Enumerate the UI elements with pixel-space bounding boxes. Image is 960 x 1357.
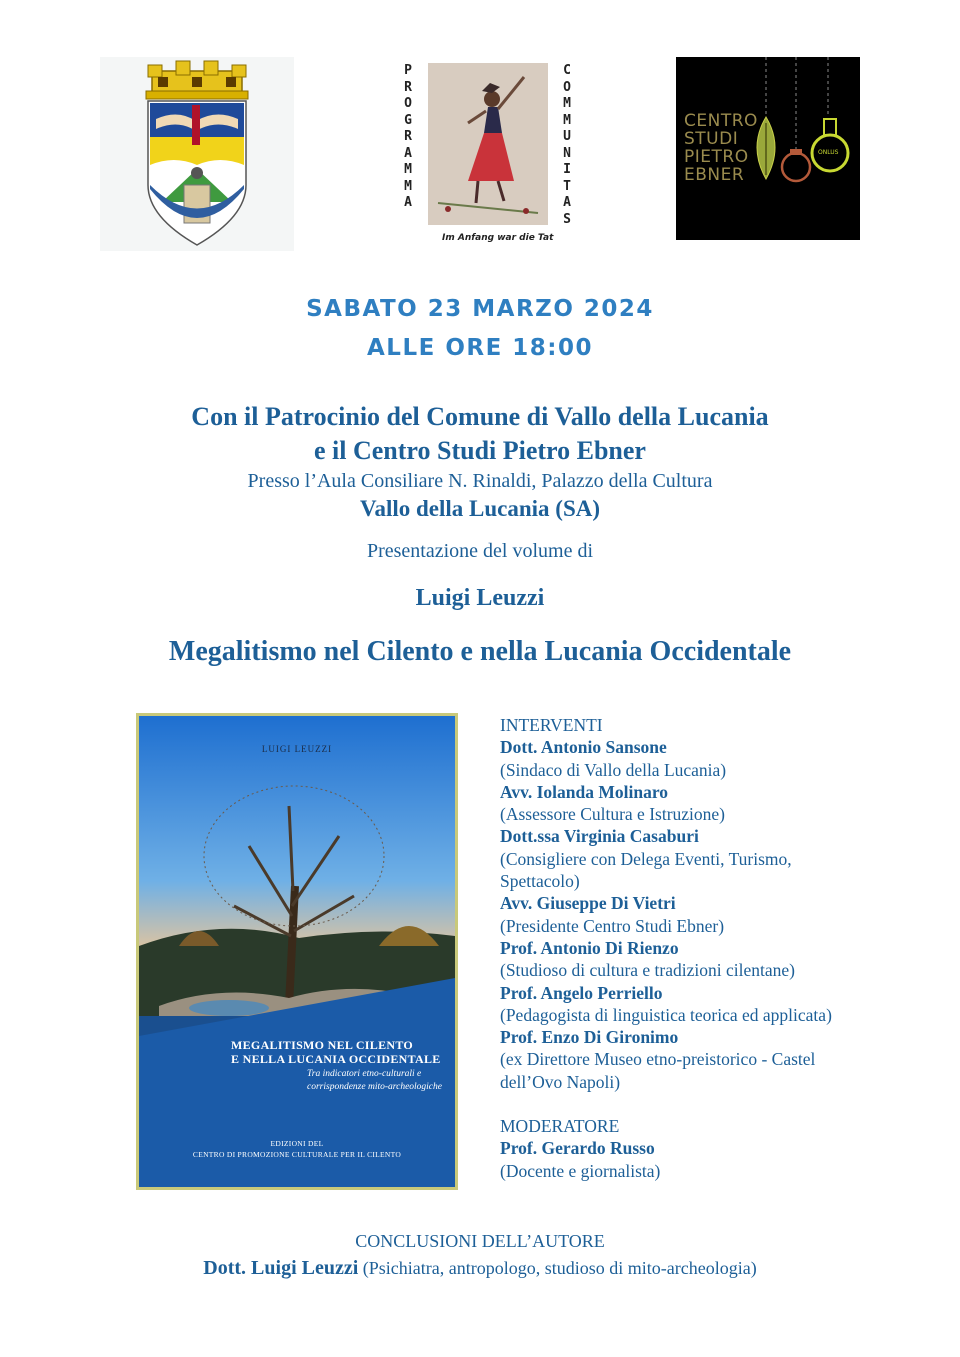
centro-studi-ebner-logo xyxy=(676,57,860,240)
conclusions-name: Dott. Luigi Leuzzi xyxy=(203,1257,359,1279)
communitas-vertical-text: C O M M U N I T A S xyxy=(563,63,571,227)
book-cover-subtitle: Tra indicatori etno-culturali e corrispondenze mito-archeologiche xyxy=(307,1069,442,1092)
interventi-heading: INTERVENTI xyxy=(500,715,603,735)
hanging-lamps-icon xyxy=(746,57,860,240)
author-name: Luigi Leuzzi xyxy=(415,585,545,611)
moderator-heading: MODERATORE xyxy=(500,1116,620,1137)
speaker-name: Avv. Iolanda Molinaro xyxy=(500,781,669,802)
moderator-name: Prof. Gerardo Russo xyxy=(500,1138,655,1159)
moderator-role: (Docente e giornalista) xyxy=(500,1160,661,1181)
book-cover-publisher: EDIZIONI DEL CENTRO DI PROMOZIONE CULTURALE PER IL CILENTO xyxy=(192,1139,402,1159)
programma-caption: Im Anfang war die Tat xyxy=(442,233,554,243)
event-date: SABATO 23 MARZO 2024 xyxy=(306,296,654,322)
comune-coat-of-arms-logo xyxy=(100,57,294,251)
book-title: Megalitismo nel Cilento e nella Lucania Occidentale xyxy=(168,636,792,667)
conclusions-description: (Psichiatra, antropologo, studioso di mito-archeologia) xyxy=(362,1258,757,1278)
speaker-name: Dott. Antonio Sansone xyxy=(500,737,667,758)
book-cover-title: MEGALITISMO NEL CILENTO E NELLA LUCANIA OCCIDENTALE xyxy=(231,1038,441,1066)
speaker-name: Prof. Antonio Di Rienzo xyxy=(500,937,679,958)
venue: Presso l’Aula Consiliare N. Rinaldi, Palazzo della Cultura xyxy=(247,470,713,492)
book-cover-art xyxy=(139,716,455,1187)
speaker-role: (Sindaco di Vallo della Lucania) xyxy=(500,759,727,780)
patronage-line-1: Con il Patrocinio del Comune di Vallo della Lucania xyxy=(191,402,769,431)
coat-of-arms-icon xyxy=(100,57,294,251)
presentation-label: Presentazione del volume di xyxy=(366,540,594,562)
book-cover-author: LUIGI LEUZZI xyxy=(261,744,333,754)
speaker-role: (Studioso di cultura e tradizioni cilentane) xyxy=(500,960,795,981)
speaker-role: (Presidente Centro Studi Ebner) xyxy=(500,915,725,936)
ebner-logo-text: CENTRO STUDI PIETRO EBNER xyxy=(684,111,758,185)
venue-city: Vallo della Lucania (SA) xyxy=(359,496,601,521)
book-cover-image xyxy=(136,713,458,1190)
event-time: ALLE ORE 18:00 xyxy=(366,335,594,361)
speaker-name: Avv. Giuseppe Di Vietri xyxy=(500,893,676,914)
speaker-role: (Pedagogista di linguistica teorica ed applicata) xyxy=(500,1004,832,1025)
speaker-role: (Consigliere con Delega Eventi, Turismo, Spettacolo) xyxy=(500,848,792,892)
speaker-name: Prof. Angelo Perriello xyxy=(500,982,663,1003)
speaker-role: (ex Direttore Museo etno-preistorico - Castel dell’Ovo Napoli) xyxy=(500,1049,816,1092)
programma-communitas-logo xyxy=(398,57,586,247)
speaker-role: (Assessore Cultura e Istruzione) xyxy=(500,804,726,825)
dancer-embroidery-image xyxy=(428,63,548,225)
conclusions-heading: CONCLUSIONI DELL’AUTORE xyxy=(355,1231,605,1251)
patronage-line-2: e il Centro Studi Pietro Ebner xyxy=(314,436,646,465)
speaker-name: Prof. Enzo Di Gironimo xyxy=(500,1027,679,1048)
onlus-label: ONLUS xyxy=(818,149,839,156)
interventi-section xyxy=(500,714,920,1182)
conclusions-line xyxy=(0,1257,960,1280)
programma-vertical-text: P R O G R A M M A xyxy=(404,63,412,210)
speaker-name: Dott.ssa Virginia Casaburi xyxy=(500,826,699,847)
